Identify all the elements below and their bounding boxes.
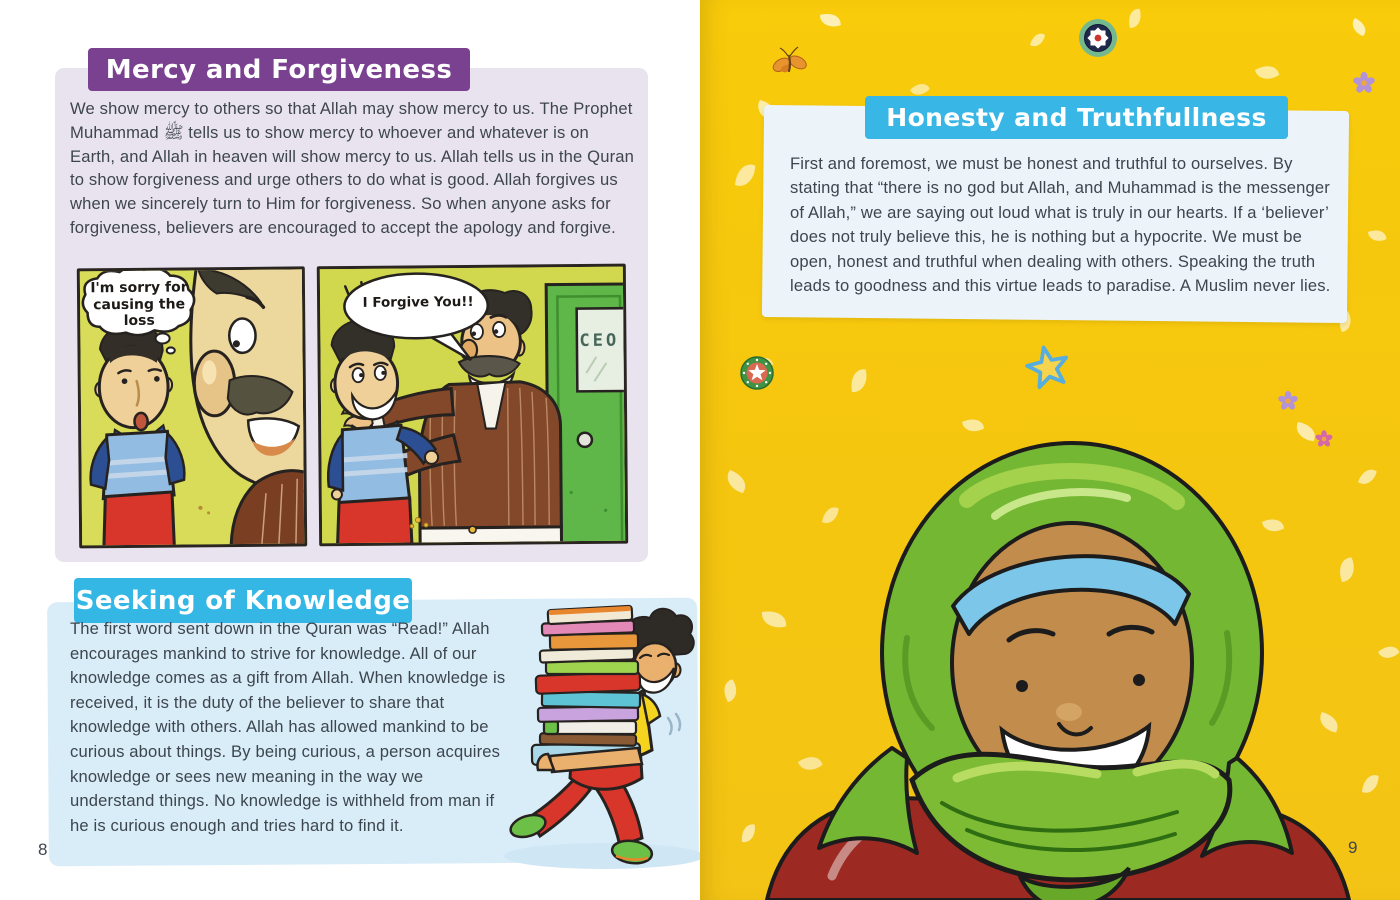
- right-page: [700, 0, 1400, 900]
- coral-star-medallion-icon: [741, 357, 773, 389]
- mercy-paragraph: We show mercy to others so that Allah may show mercy to us. The Prophet Muhammad ﷺ tells us to show mercy to whoever and whatever is on Earth, and Allah in heaven will show mercy to us. Allah tells us in the Quran to show forgiveness and urge others to do what is good. Allah forgives us when we sincerely turn to Him for forgiveness. So when anyone asks for forgiveness, believers are encouraged to accept the apology and forgive.: [70, 99, 635, 237]
- navy-star-medallion-icon: [1079, 19, 1117, 57]
- comic-panel-forgiveness: [317, 264, 628, 547]
- ceo-door-sign: CEO: [579, 330, 620, 352]
- honesty-title-banner: [865, 96, 1288, 139]
- outlined-star-icon: [1024, 343, 1071, 388]
- boy-carrying-books-illustration: [492, 598, 700, 888]
- hijab-girl-illustration: [757, 428, 1400, 900]
- page-number-right: 9: [1348, 838, 1358, 857]
- comic-panel-apology: [77, 266, 307, 548]
- mercy-title-banner: [88, 48, 470, 91]
- page-number-left: 8: [38, 840, 48, 859]
- forgiveness-comic: [77, 264, 628, 551]
- purple-flower-icon: [1277, 391, 1298, 411]
- forgiveness-speech-bubble: I Forgive You!!: [362, 293, 474, 311]
- apology-speech-bubble: I'm sorry for causing the loss: [90, 279, 188, 329]
- purple-flower-icon: [1352, 72, 1376, 94]
- knowledge-paragraph: The first word sent down in the Quran was “Read!” Allah encourages mankind to strive for knowledge. All of our knowledge comes as a gift from Allah. When knowledge is received, it is the duty of the believer to share that knowledge with others. Allah has allowed mankind to be curious about things. By being curious, a person acquires knowledge or sees new meaning in the way we understand things. No knowledge is withheld from man if he is curious enough and tries hard to find it.: [70, 619, 506, 835]
- honesty-title: Honesty and Truthfullness: [886, 103, 1267, 132]
- mercy-title: Mercy and Forgiveness: [105, 54, 453, 85]
- honesty-paragraph: First and foremost, we must be honest and truthful to ourselves. By stating that “there is no god but Allah, and Muhammad is the messenger of Allah,” we are saying out loud what is truly in our hearts. If a ‘believer’ does not truly believe this, he is nothing but a hypocrite. We must be open, honest and truthful when dealing with others. Speaking the truth leads to goodness and this virtue leads to paradise. A Muslim never lies.: [790, 154, 1331, 296]
- knowledge-title: Seeking of Knowledge: [75, 585, 411, 616]
- butterfly-icon: [771, 47, 809, 74]
